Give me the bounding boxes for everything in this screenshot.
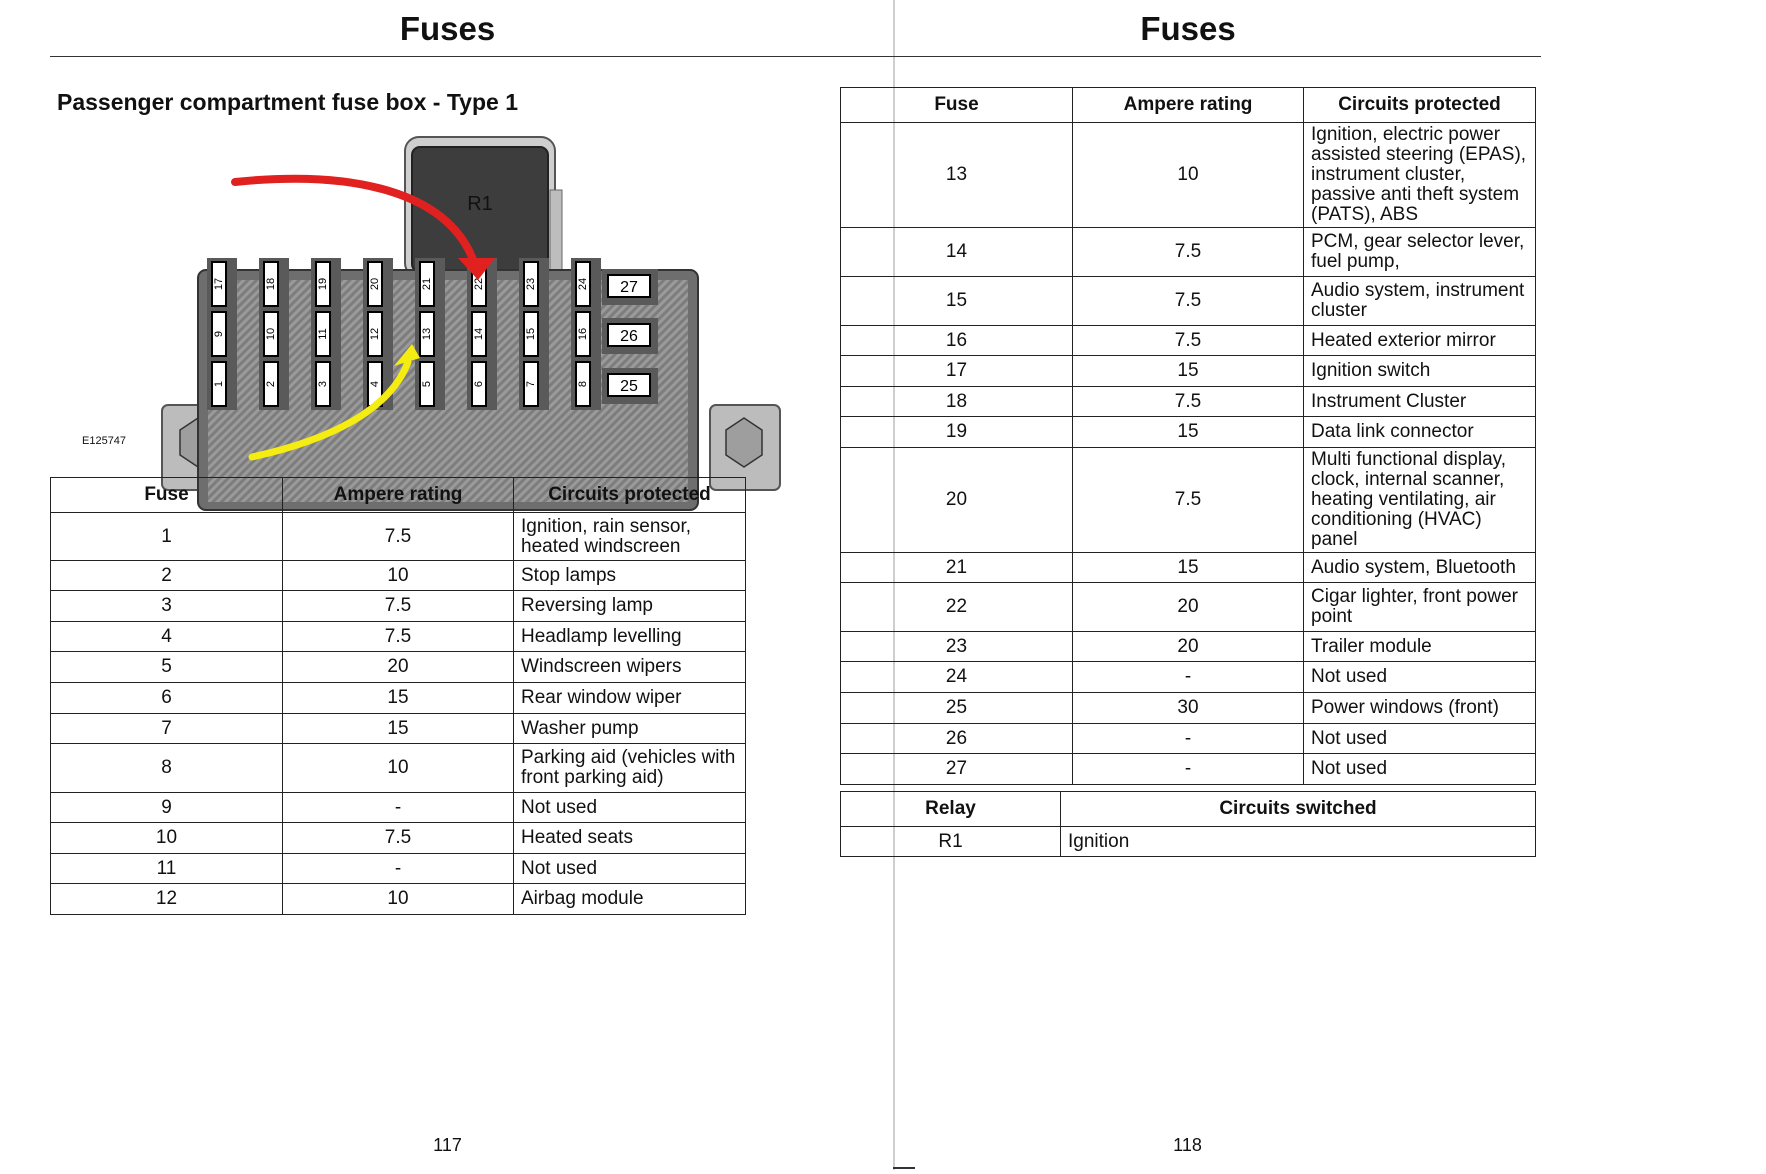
table-row (51, 513, 746, 561)
cell-circuits: Data link connector (1304, 417, 1536, 448)
page-header-title: Fuses (399, 10, 496, 47)
side-fuses (602, 269, 658, 404)
fuse-label: 9 (213, 330, 225, 338)
fuse-label: 18 (265, 277, 277, 291)
table-header-row (841, 792, 1536, 827)
fuse-25 (602, 368, 658, 404)
col-header-circuits-switched: Circuits switched (1061, 792, 1536, 827)
fuse-27 (602, 269, 658, 305)
fuse-label: 3 (317, 380, 329, 388)
cell-fuse: 22 (841, 583, 1073, 632)
cell-ampere: 10 (283, 744, 514, 793)
fuse-17 (207, 258, 237, 310)
fuse-label: 21 (421, 277, 433, 291)
fuse-15 (519, 308, 549, 360)
fuse-label: 17 (213, 277, 225, 291)
cell-circuits: Audio system, instrument cluster (1304, 277, 1536, 326)
fuse-label: 14 (473, 327, 485, 341)
cell-fuse: 18 (841, 387, 1073, 417)
cell-fuse: 27 (841, 754, 1073, 785)
cell-ampere: - (1073, 662, 1304, 693)
fuse-8 (571, 358, 601, 410)
fuse-label: 8 (577, 380, 589, 388)
cell-fuse: 5 (51, 652, 283, 683)
cell-fuse: 16 (841, 326, 1073, 356)
cell-fuse: 26 (841, 724, 1073, 754)
cell-fuse: 15 (841, 277, 1073, 326)
figure-code: E125747 (82, 435, 127, 447)
cell-circuits: Multi functional display, clock, internal scanner, heating ventilating, air conditioning (HVAC) panel (1304, 448, 1536, 553)
table-row (51, 714, 746, 744)
cell-fuse: 20 (841, 448, 1073, 553)
fuse-11 (311, 308, 341, 360)
fuse-2 (259, 358, 289, 410)
cell-circuits: Heated exterior mirror (1304, 326, 1536, 356)
cell-fuse: R1 (841, 827, 1061, 857)
table-row (841, 448, 1536, 553)
table-row (51, 561, 746, 591)
cell-circuits: Parking aid (vehicles with front parking aid) (514, 744, 746, 793)
cell-circuits: Not used (514, 793, 746, 823)
col-header-ampere: Ampere rating (283, 478, 514, 513)
fuse-10 (259, 308, 289, 360)
table-row (841, 693, 1536, 724)
fuse-21 (415, 258, 445, 310)
table-row (51, 854, 746, 884)
table-row (841, 662, 1536, 693)
cell-fuse: 24 (841, 662, 1073, 693)
fuse-9 (207, 308, 237, 360)
cell-ampere: 20 (1073, 583, 1304, 632)
cell-ampere: 7.5 (1073, 228, 1304, 277)
cell-circuits: Headlamp levelling (514, 622, 746, 652)
fuse-5 (415, 358, 445, 410)
cell-ampere: 7.5 (1073, 326, 1304, 356)
table-row (841, 583, 1536, 632)
table-row (51, 591, 746, 622)
cell-circuits: Not used (1304, 724, 1536, 754)
fuse-24 (571, 258, 601, 310)
table-row (51, 793, 746, 823)
table-row (51, 884, 746, 915)
cell-circuits: Not used (1304, 662, 1536, 693)
table-row (841, 326, 1536, 356)
fuse-label: 5 (421, 380, 433, 388)
cell-ampere: 7.5 (283, 513, 514, 561)
table-row (841, 754, 1536, 785)
fuse-label: 20 (369, 277, 381, 291)
fuse-12 (363, 308, 393, 360)
fuse-7 (519, 358, 549, 410)
fuse-table-1-12 (50, 477, 746, 915)
cell-ampere: Ignition (1061, 827, 1536, 857)
cell-fuse: 7 (51, 714, 283, 744)
cell-fuse: 12 (51, 884, 283, 915)
fuse-label: 13 (421, 327, 433, 341)
right-page (896, 0, 1766, 1174)
cell-fuse: 11 (51, 854, 283, 884)
table-row (841, 417, 1536, 448)
cell-ampere: 15 (1073, 356, 1304, 387)
section-title: Passenger compartment fuse box - Type 1 (57, 89, 518, 115)
cell-circuits: Airbag module (514, 884, 746, 915)
col-header-ampere: Ampere rating (1073, 88, 1304, 123)
cell-fuse: 13 (841, 123, 1073, 228)
fuse-16 (571, 308, 601, 360)
cell-fuse: 14 (841, 228, 1073, 277)
col-header-fuse: Fuse (51, 478, 283, 513)
cell-circuits: Washer pump (514, 714, 746, 744)
cell-fuse: 21 (841, 553, 1073, 583)
cell-ampere: - (283, 793, 514, 823)
table-row (51, 683, 746, 714)
table-row (841, 553, 1536, 583)
cell-fuse: 6 (51, 683, 283, 714)
cell-ampere: 20 (283, 652, 514, 683)
col-header-relay: Relay (841, 792, 1061, 827)
fuse-label: 12 (369, 327, 381, 341)
fuse-label: 10 (265, 327, 277, 341)
cell-circuits: Audio system, Bluetooth (1304, 553, 1536, 583)
fuse-table-13-27 (840, 87, 1536, 785)
table-row (841, 228, 1536, 277)
cell-ampere: 7.5 (283, 591, 514, 622)
table-row (841, 387, 1536, 417)
cell-circuits: Reversing lamp (514, 591, 746, 622)
fuse-label: 15 (525, 327, 537, 341)
table-row (841, 827, 1536, 857)
fuse-label: 24 (577, 277, 589, 291)
table-row (841, 356, 1536, 387)
col-header-circuits: Circuits protected (1304, 88, 1536, 123)
fuse-label: 26 (620, 328, 638, 345)
fuse-label: 22 (473, 277, 485, 291)
table-header-row (51, 478, 746, 513)
table-row (841, 632, 1536, 662)
relay-table (840, 791, 1536, 857)
fuse-box-diagram (150, 130, 810, 520)
fuse-label: 25 (620, 378, 638, 395)
cell-ampere: 15 (283, 714, 514, 744)
cell-ampere: 7.5 (283, 622, 514, 652)
cell-fuse: 25 (841, 693, 1073, 724)
cell-ampere: 15 (1073, 553, 1304, 583)
fuse-26 (602, 318, 658, 354)
fuse-label: 16 (577, 327, 589, 341)
table-row (841, 123, 1536, 228)
cell-fuse: 9 (51, 793, 283, 823)
page-number: 118 (1173, 1135, 1202, 1155)
cell-ampere: 30 (1073, 693, 1304, 724)
page-number: 117 (433, 1135, 462, 1155)
cell-ampere: 10 (283, 884, 514, 915)
fuse-18 (259, 258, 289, 310)
cell-circuits: Ignition, electric power assisted steering (EPAS), instrument cluster, passive anti theft system (PATS), ABS (1304, 123, 1536, 228)
cell-fuse: 19 (841, 417, 1073, 448)
fuse-13 (415, 308, 445, 360)
col-header-circuits: Circuits protected (514, 478, 746, 513)
fuse-label: 27 (620, 279, 638, 296)
cell-ampere: 7.5 (1073, 448, 1304, 553)
header-rule (834, 56, 1541, 57)
fuse-label: 19 (317, 277, 329, 291)
cell-ampere: 20 (1073, 632, 1304, 662)
fuse-label: 6 (473, 380, 485, 388)
cell-circuits: Rear window wiper (514, 683, 746, 714)
cell-ampere: 10 (283, 561, 514, 591)
fuse-6 (467, 358, 497, 410)
fuse-23 (519, 258, 549, 310)
table-header-row (841, 88, 1536, 123)
cell-fuse: 8 (51, 744, 283, 793)
fuse-3 (311, 358, 341, 410)
cell-circuits: Instrument Cluster (1304, 387, 1536, 417)
relay-r1-label: R1 (467, 193, 493, 215)
table-row (51, 823, 746, 854)
cell-fuse: 3 (51, 591, 283, 622)
fuse-20 (363, 258, 393, 310)
cell-ampere: 7.5 (283, 823, 514, 854)
table-row (51, 652, 746, 683)
cell-fuse: 2 (51, 561, 283, 591)
fuse-label: 7 (525, 380, 537, 388)
fuse-label: 1 (213, 380, 225, 388)
cell-ampere: 15 (1073, 417, 1304, 448)
table-row (841, 277, 1536, 326)
fuse-label: 4 (369, 380, 381, 388)
fuse-19 (311, 258, 341, 310)
fuse-label: 23 (525, 277, 537, 291)
cell-circuits: Power windows (front) (1304, 693, 1536, 724)
cell-ampere: - (1073, 754, 1304, 785)
cell-circuits: Not used (1304, 754, 1536, 785)
table-row (841, 724, 1536, 754)
cell-circuits: Trailer module (1304, 632, 1536, 662)
cell-circuits: Stop lamps (514, 561, 746, 591)
cell-ampere: - (283, 854, 514, 884)
cell-fuse: 10 (51, 823, 283, 854)
cell-circuits: Ignition switch (1304, 356, 1536, 387)
cell-fuse: 17 (841, 356, 1073, 387)
cell-circuits: Cigar lighter, front power point (1304, 583, 1536, 632)
table-row (51, 622, 746, 652)
cell-ampere: 10 (1073, 123, 1304, 228)
cell-fuse: 23 (841, 632, 1073, 662)
col-header-fuse: Fuse (841, 88, 1073, 123)
fuse-1 (207, 358, 237, 410)
table-row (51, 744, 746, 793)
cell-circuits: Heated seats (514, 823, 746, 854)
cell-fuse: 1 (51, 513, 283, 561)
cell-fuse: 4 (51, 622, 283, 652)
page-header-title: Fuses (1140, 10, 1236, 47)
cell-ampere: 7.5 (1073, 277, 1304, 326)
cell-circuits: PCM, gear selector lever, fuel pump, (1304, 228, 1536, 277)
cell-circuits: Ignition, rain sensor, heated windscreen (514, 513, 746, 561)
cell-circuits: Not used (514, 854, 746, 884)
cell-ampere: 15 (283, 683, 514, 714)
fuse-14 (467, 308, 497, 360)
cell-ampere: 7.5 (1073, 387, 1304, 417)
fuse-label: 2 (265, 380, 277, 388)
fuse-label: 11 (317, 328, 329, 340)
cell-circuits: Windscreen wipers (514, 652, 746, 683)
header-rule (50, 56, 845, 57)
cell-ampere: - (1073, 724, 1304, 754)
